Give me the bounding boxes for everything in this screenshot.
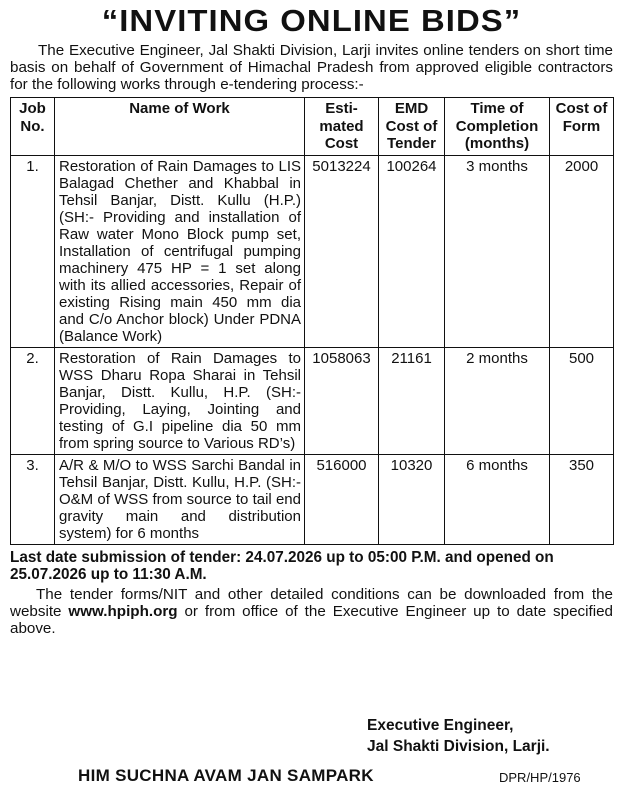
table-row <box>11 347 614 454</box>
download-paragraph <box>10 586 613 637</box>
estimated-cost: 1058063 <box>305 347 379 454</box>
table-row <box>11 155 614 347</box>
cost-of-form: 350 <box>550 454 614 544</box>
job-no: 3. <box>11 454 55 544</box>
emd-cost: 100264 <box>379 155 445 347</box>
header-cost-of-form: Cost of Form <box>550 98 614 156</box>
header-estimated-cost: Esti-mated Cost <box>305 98 379 156</box>
job-no: 1. <box>11 155 55 347</box>
name-of-work: Restoration of Rain Damages to WSS Dharu Ropa Sharai in Tehsil Banjar, Distt. Kullu, H.P. (SH:- Providing, Laying, Jointing and testing of G.I pipeline dia 50 mm from spring source to Various RD’s) <box>55 347 305 454</box>
estimated-cost: 5013224 <box>305 155 379 347</box>
name-of-work: Restoration of Rain Damages to LIS Balagad Chether and Khabbal in Tehsil Banjar, Distt. Kullu (H.P.) (SH:- Providing and installation of Raw water Mono Block pump set, Installation of centrifugal pumping machinery 475 HP = 1 set along with its allied accessories, Repair of existing Rising main 450 mm dia and C/o Anchor block) Under PDNA (Balance Work) <box>55 155 305 347</box>
header-name-of-work: Name of Work <box>55 98 305 156</box>
signatory-title: Executive Engineer, <box>367 717 514 734</box>
header-time-of-completion: Time of Completion (months) <box>445 98 550 156</box>
cost-of-form: 2000 <box>550 155 614 347</box>
works-table <box>10 97 614 545</box>
estimated-cost: 516000 <box>305 454 379 544</box>
emd-cost: 10320 <box>379 454 445 544</box>
website-link[interactable]: www.hpiph.org <box>68 602 178 620</box>
signatory-office: Jal Shakti Division, Larji. <box>367 738 550 755</box>
cost-of-form: 500 <box>550 347 614 454</box>
last-date-text: Last date submission of tender: 24.07.2026 up to 05:00 P.M. and opened on 25.07.2026 up to 11:30 A.M. <box>10 548 554 583</box>
table-row <box>11 454 614 544</box>
header-job-no: Job No. <box>11 98 55 156</box>
notice-title: “INVITING ONLINE BIDS” <box>101 3 522 38</box>
download-text-before: The tender forms/NIT and other detailed conditions can be downloaded from the website <box>10 585 613 620</box>
name-of-work: A/R & M/O to WSS Sarchi Bandal in Tehsil Banjar, Distt. Kullu, H.P. (SH:- O&M of WSS from source to tail end gravity main and distribution system) for 6 months <box>55 454 305 544</box>
download-text-after: or from office of the Executive Engineer up to date specified above. <box>10 602 613 637</box>
publisher-footer: HIM SUCHNA AVAM JAN SAMPARK <box>78 766 374 785</box>
header-emd: EMD Cost of Tender <box>379 98 445 156</box>
table-header-row <box>11 98 614 156</box>
completion-time: 6 months <box>445 454 550 544</box>
release-code: DPR/HP/1976 <box>499 770 581 785</box>
completion-time: 3 months <box>445 155 550 347</box>
emd-cost: 21161 <box>379 347 445 454</box>
intro-paragraph: The Executive Engineer, Jal Shakti Division, Larji invites online tenders on short time basis on behalf of Government of Himachal Pradesh from approved eligible contractors for the following works through e-tendering process:- <box>10 42 613 93</box>
tender-notice <box>10 4 613 637</box>
completion-time: 2 months <box>445 347 550 454</box>
signature-block <box>367 715 550 757</box>
job-no: 2. <box>11 347 55 454</box>
